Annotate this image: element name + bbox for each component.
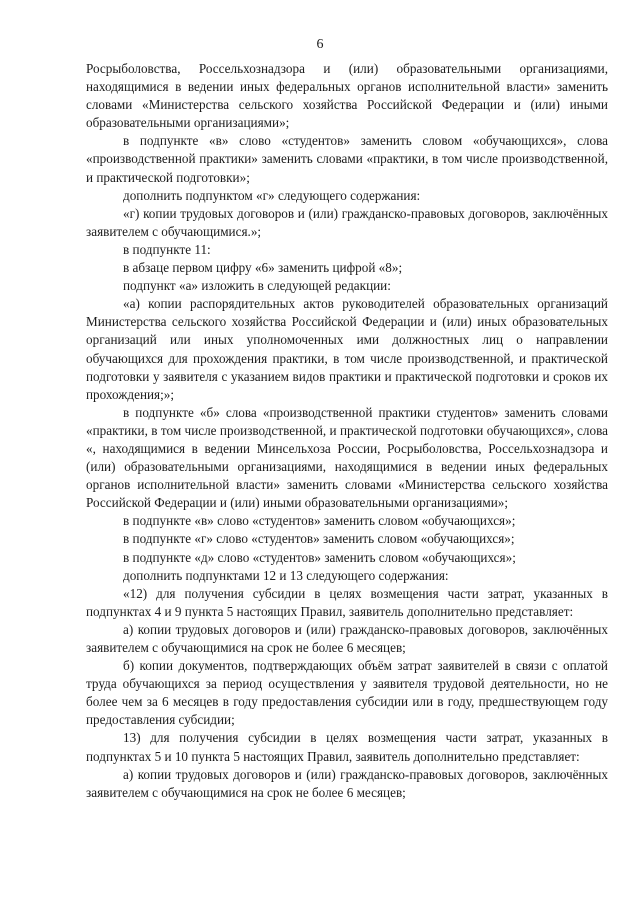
paragraph: в подпункте «в» слово «студентов» заменить словом «обучающихся», слова «производственной практики» заменить словами «практики, в том числе производственной, и практической подготовки»; xyxy=(86,133,608,185)
paragraph: дополнить подпунктами 12 и 13 следующего содержания: xyxy=(123,567,449,583)
paragraph: «12) для получения субсидии в целях возмещения части затрат, указанных в подпунктах 4 и 9 пункта 5 настоящих Правил, заявитель дополнительно представляет: xyxy=(86,585,608,619)
paragraph: в подпункте «д» слово «студентов» заменить словом «обучающихся»; xyxy=(123,549,516,565)
document-body xyxy=(86,60,608,802)
paragraph: в подпункте «в» слово «студентов» заменить словом «обучающихся»; xyxy=(123,513,516,529)
paragraph: б) копии документов, подтверждающих объём затрат заявителей в связи с оплатой труда обучающихся за период осуществления у заявителя трудовой деятельности, но не более чем за 6 месяцев в году предоставления субсидии или в году, предшествующем году предоставления субсидии; xyxy=(86,658,608,728)
paragraph: Росрыболовства, Россельхознадзора и (или) образовательными организациями, находящимися в ведении иных федеральных органов исполнительной власти» заменить словами «Министерства сельского хозяйства Российской Федерации и (или) иными образовательными организациями»; xyxy=(86,61,608,131)
paragraph: а) копии трудовых договоров и (или) гражданско-правовых договоров, заключённых заявителем с обучающимися на срок не более 6 месяцев; xyxy=(86,766,608,800)
paragraph: подпункт «а» изложить в следующей редакции: xyxy=(123,278,391,294)
paragraph: 13) для получения субсидии в целях возмещения части затрат, указанных в подпунктах 5 и 10 пункта 5 настоящих Правил, заявитель дополнительно представляет: xyxy=(86,730,608,764)
paragraph: в абзаце первом цифру «6» заменить цифрой «8»; xyxy=(123,260,403,276)
paragraph: дополнить подпунктом «г» следующего содержания: xyxy=(123,187,421,203)
paragraph: в подпункте 11: xyxy=(123,241,211,257)
paragraph: в подпункте «г» слово «студентов» заменить словом «обучающихся»; xyxy=(123,531,515,547)
page-number: 6 xyxy=(316,37,324,52)
paragraph: «г) копии трудовых договоров и (или) гражданско-правовых договоров, заключённых заявителем с обучающимися.»; xyxy=(86,205,608,239)
paragraph: а) копии трудовых договоров и (или) гражданско-правовых договоров, заключённых заявителем с обучающимися на срок не более 6 месяцев; xyxy=(86,621,608,655)
paragraph: в подпункте «б» слова «производственной практики студентов» заменить словами «практики, в том числе производственной, и практической подготовки обучающихся», слова «, находящимися в ведении Минсельхоза России, Росрыболовства, Россельхознадзора и (или) образовательными организациями, находящимися в ведении иных федеральных органов исполнительной власти» заменить словами «Министерства сельского хозяйства Российской Федерации и (или) иными образовательными организациями»; xyxy=(86,404,608,511)
paragraph: «а) копии распорядительных актов руководителей образовательных организаций Министерства сельского хозяйства Российской Федерации и (или) иных образовательных организаций или иных уполномоченных ими должностных лиц о направлении обучающихся для прохождения практики, в том числе производственной, и практической подготовки у заявителя с указанием видов практики и практической подготовки и сроков их прохождения;»; xyxy=(86,296,608,402)
